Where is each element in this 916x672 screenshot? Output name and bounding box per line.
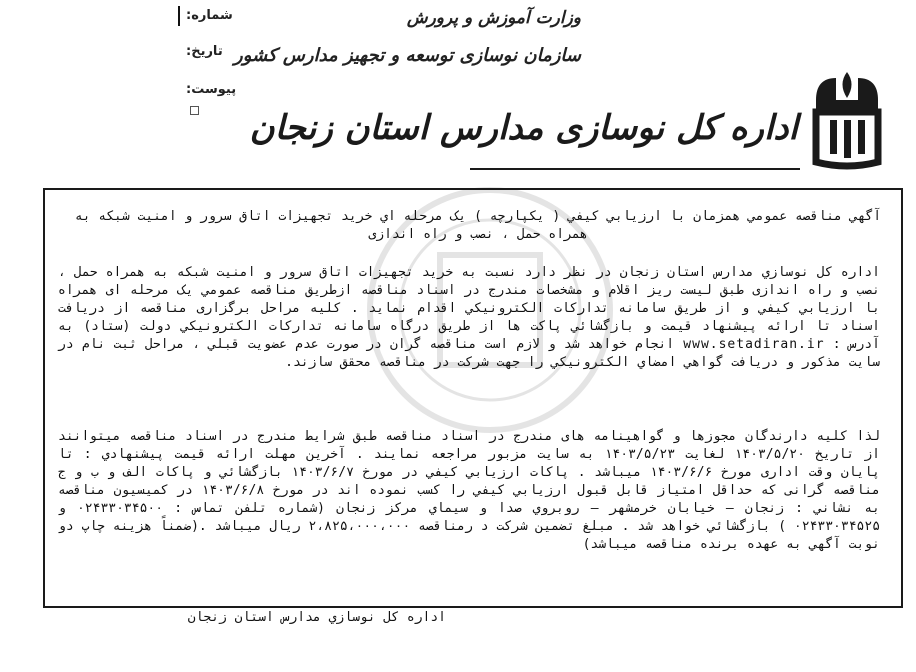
department-title: اداره کل نوسازی مدارس استان زنجان — [249, 108, 798, 148]
meta-attachment-label: پیوست: — [186, 82, 237, 97]
notice-title: آگهي مناقصه عمومي همزمان با ارزيابي كيفي ( يكپارچه ) يک مرحله اي خريد تجهيزات اتاق سرور و امنيت شبكه به همراه حمل ، نصب و راه اندازی — [74, 209, 882, 242]
organization-name: سازمان نوسازی توسعه و تجهیز مدارس کشور — [234, 45, 581, 66]
notice-paragraph-2: لذا كليه دارندگان مجوزها و گواهينامه های مندرج در اسناد مناقصه طبق شرايط مندرج در اسناد مناقصه ميتوانند از تاريخ ۱۴۰۳/۵/۲۰ لغايت ۱۴۰۳/۵/۲۳ به سايت مزبور مراجعه نمايند . آخرين مهلت ارائه قيمت پيشنهادي : تا پايان وقت اداری مورخ ۱۴۰۳/۶/۶ ميباشد . پاكات ارزيابي كيفي در مورخ ۱۴۰۳/۶/۷ بازگشائي و پاكات الف و ب و ج مناقصه گرانی كه حداقل امتياز قابل قبول ارزيابي كيفي را كسب نموده اند در مورخ ۱۴۰۳/۶/۸ در كميسيون مناقصه به نشاني : زنجان – خيابان خرمشهر – روبروي صدا و سيماي مركز زنجان (شماره تلفن تماس : ۰۲۴۳۳۰۳۴۵۰۰ و ۰۲۴۳۳۰۳۴۵۲۵ ) بازگشائي خواهد شد . مبلغ تضمين شركت د رمناقصه ۲،۸۲۵،۰۰۰،۰۰۰ ريال ميباشد .(ضمناً هزينه چاپ دو نوبت آگهي به عهده برنده مناقصه ميباشد) — [58, 429, 881, 552]
footer-signature: اداره كل نوسازي مدارس استان زنجان — [187, 610, 446, 625]
title-underline — [470, 168, 800, 170]
meta-date-label: تاریخ: — [186, 44, 223, 59]
attachment-checkbox — [190, 106, 199, 115]
meta-divider — [178, 6, 180, 26]
ministry-name: وزارت آموزش و پرورش — [406, 8, 581, 28]
organization-logo — [808, 70, 886, 170]
meta-number-label: شماره: — [186, 8, 233, 23]
notice-paragraph-1: اداره كل نوسازي مدارس استان زنجان در نظر دارد نسبت به خريد تجهيزات اتاق سرور و امنيت شبكه به همراه حمل ، نصب و راه اندازی طبق ليست ريز اقلام و مشخصات مندرج در اسناد مناقصه ازطريق مناقصه عمومي يک مرحله ای همراه با ارزيابي كيفي و از طريق سامانه تداركات الكترونيكي اقدام نمايد . كليه مراحل برگزاری مناقصه از دريافت اسناد تا ارائه پيشنهاد قيمت و بازگشائي پاكت ها از طريق درگاه سامانه تداركات الكترونيكي دولت (ستاد) به آدرس : www.setadiran.ir انجام خواهد شد و لازم است مناقصه گران در صورت عدم عضويت قبلي ، مراحل ثبت نام در سايت مذكور و دريافت گواهي امضاي الكترونيكي را جهت شركت در مناقصه محقق سازند. — [58, 265, 880, 370]
